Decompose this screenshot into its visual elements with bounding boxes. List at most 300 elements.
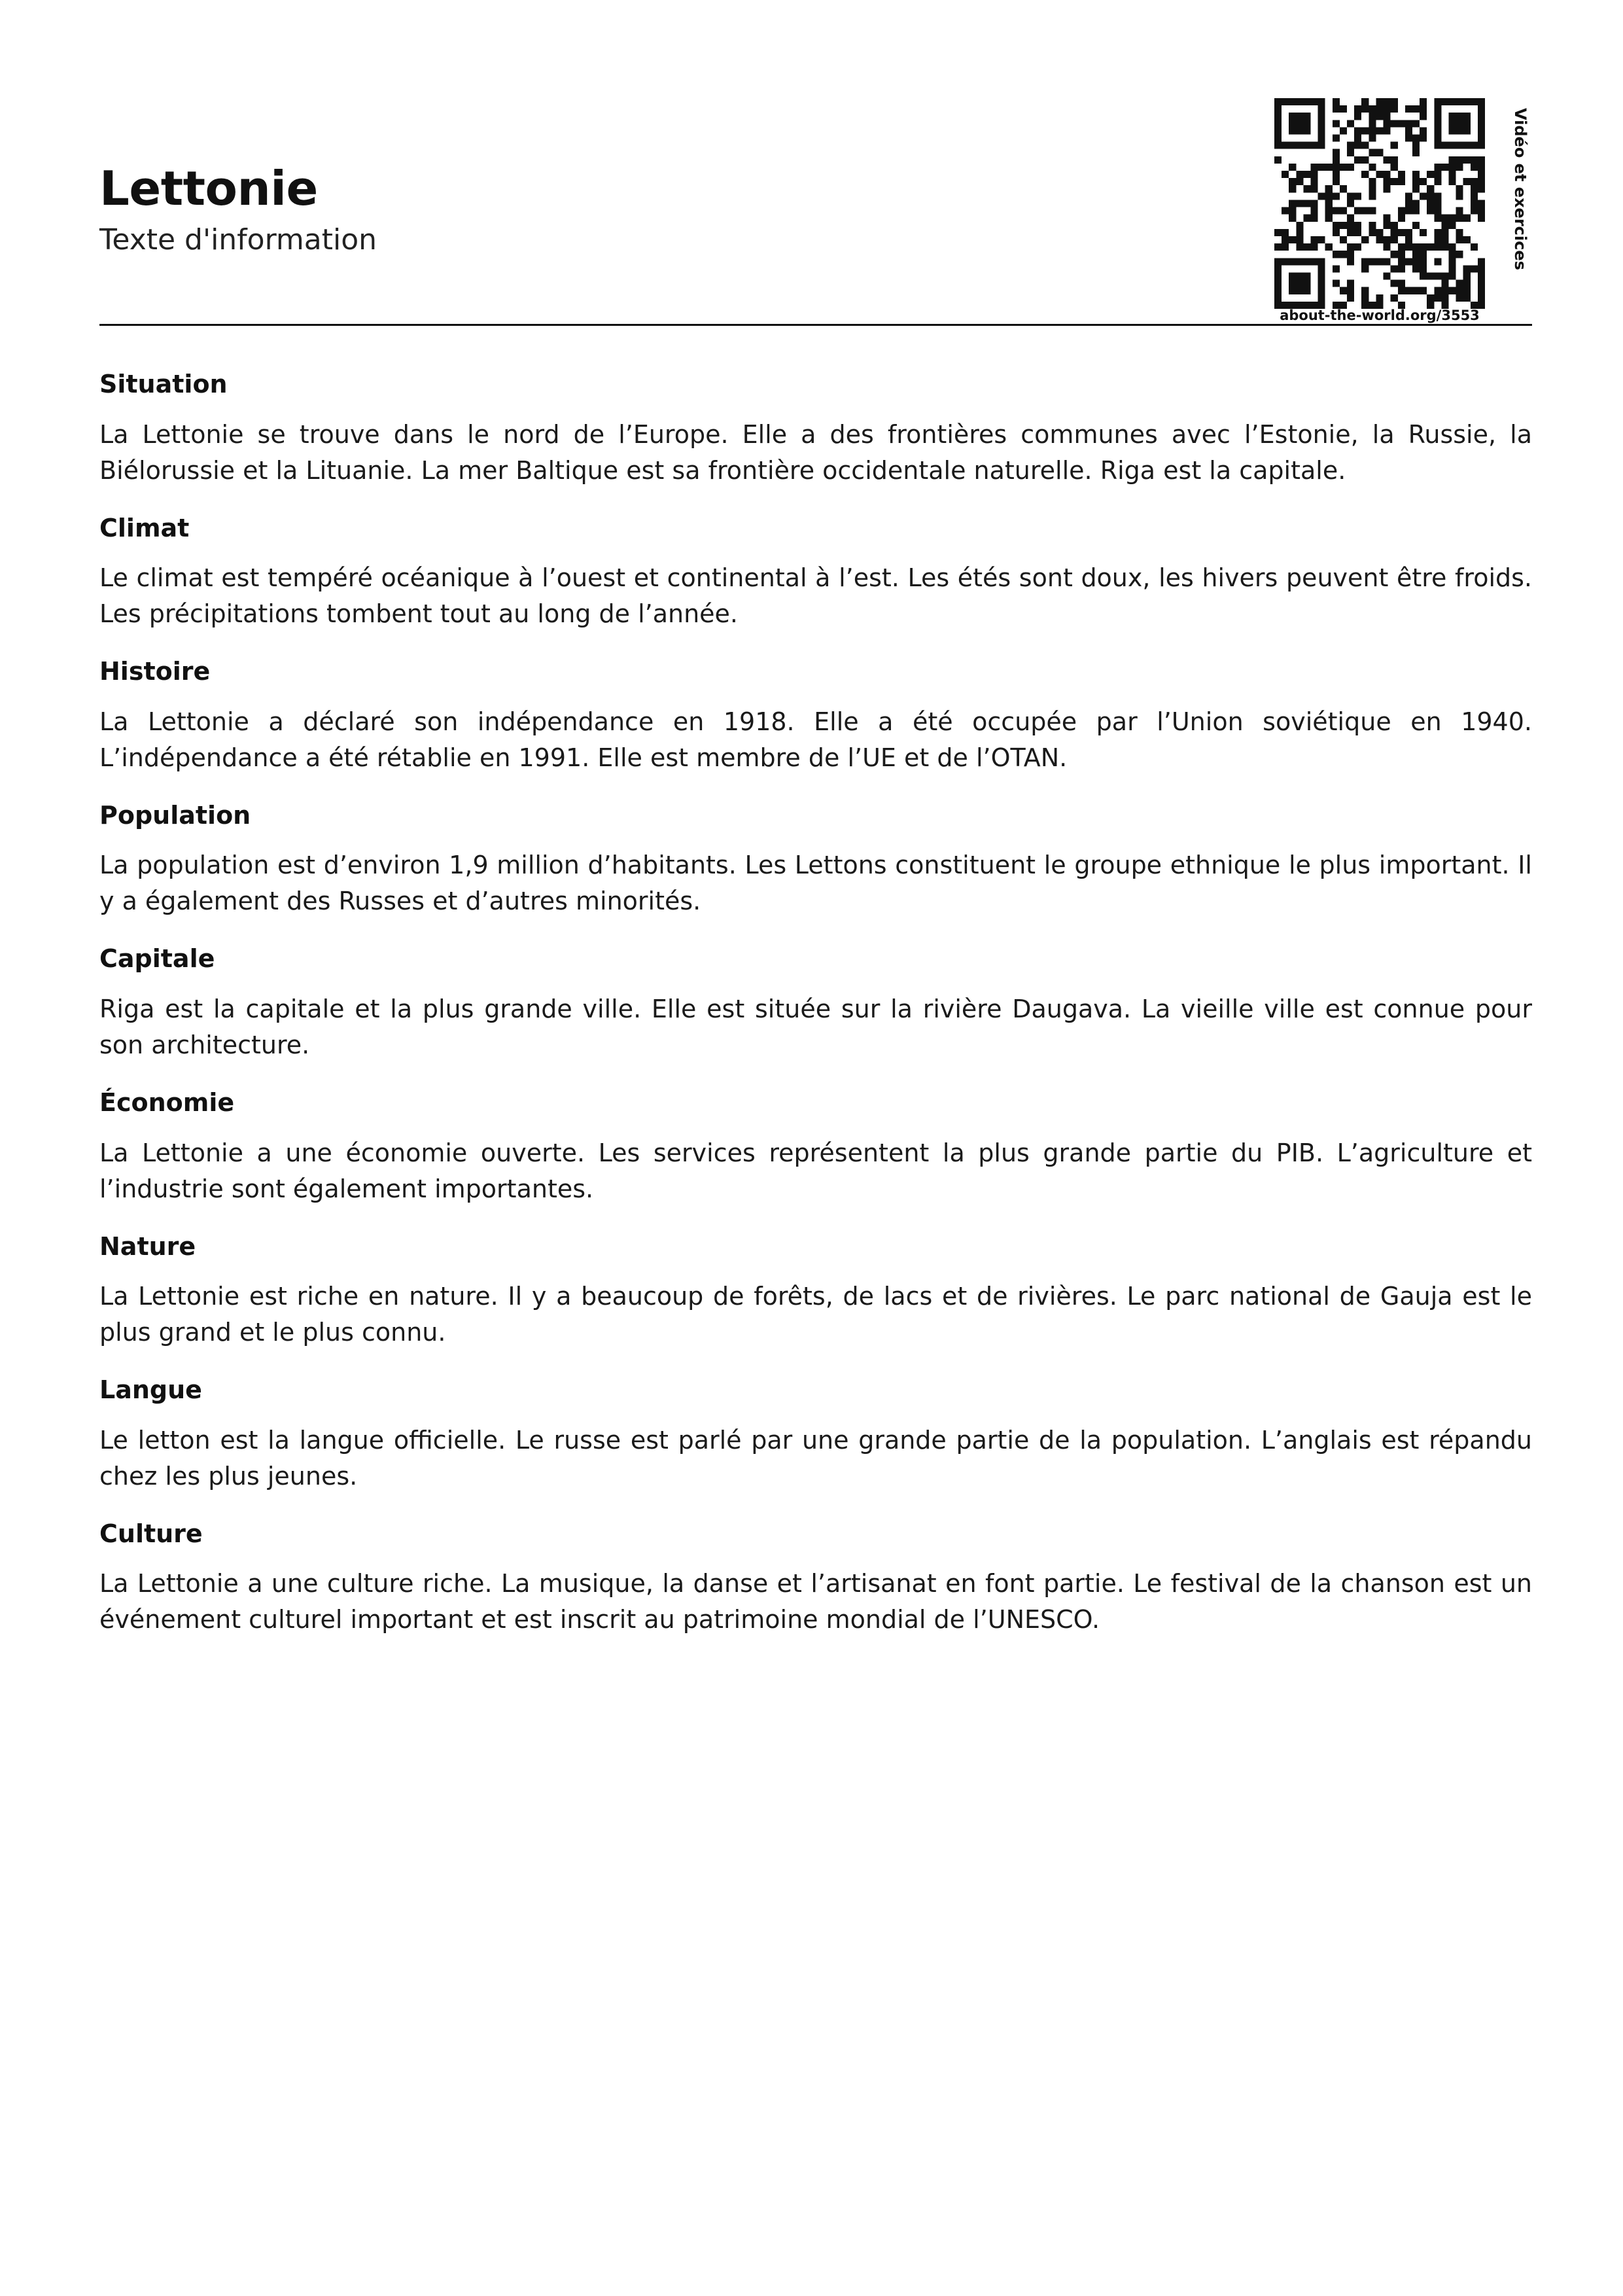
- qr-module: [1434, 272, 1441, 279]
- qr-module: [1289, 127, 1296, 134]
- qr-module: [1296, 200, 1303, 207]
- qr-module: [1448, 222, 1456, 229]
- qr-module: [1441, 142, 1448, 149]
- qr-module: [1384, 178, 1391, 185]
- section-heading-climat: Climat: [99, 513, 190, 542]
- qr-module: [1369, 178, 1376, 185]
- qr-url-label[interactable]: about-the-world.org/3553: [1280, 308, 1480, 323]
- qr-module: [1420, 135, 1427, 142]
- qr-module: [1311, 258, 1318, 265]
- qr-module: [1361, 207, 1369, 215]
- qr-module: [1398, 171, 1405, 178]
- qr-module: [1369, 149, 1376, 156]
- qr-module: [1448, 156, 1456, 164]
- qr-module: [1333, 280, 1340, 287]
- qr-module: [1398, 207, 1405, 215]
- qr-module: [1289, 185, 1296, 192]
- section-text-economie: La Lettonie a une économie ouverte. Les services représentent la plus grande partie du PIB. L’agriculture et l’industrie sont également importantes.: [99, 1138, 1532, 1203]
- qr-module: [1274, 294, 1282, 302]
- qr-module: [1391, 105, 1398, 113]
- qr-module: [1391, 222, 1398, 229]
- qr-module: [1340, 222, 1347, 229]
- qr-module: [1333, 265, 1340, 272]
- qr-module: [1427, 294, 1434, 302]
- section-heading-situation: Situation: [99, 370, 228, 398]
- qr-module: [1478, 164, 1485, 171]
- qr-module: [1354, 222, 1361, 229]
- qr-module: [1289, 272, 1296, 279]
- qr-module: [1282, 258, 1289, 265]
- qr-module: [1463, 98, 1471, 105]
- qr-module: [1427, 185, 1434, 192]
- qr-module: [1303, 200, 1310, 207]
- section-heading-capitale: Capitale: [99, 944, 215, 974]
- qr-module: [1391, 280, 1398, 287]
- qr-module: [1354, 135, 1361, 142]
- page-title: Lettonie: [99, 161, 318, 216]
- qr-module: [1289, 207, 1296, 215]
- qr-module: [1274, 280, 1282, 287]
- qr-module: [1369, 222, 1376, 229]
- qr-module: [1434, 258, 1441, 265]
- qr-module: [1420, 192, 1427, 200]
- qr-module: [1282, 236, 1289, 243]
- qr-module: [1434, 105, 1441, 113]
- qr-module: [1463, 280, 1471, 287]
- qr-module: [1427, 272, 1434, 279]
- qr-module: [1478, 142, 1485, 149]
- qr-module: [1463, 156, 1471, 164]
- qr-module: [1420, 272, 1427, 279]
- section-text-nature: La Lettonie est riche en nature. Il y a beaucoup de forêts, de lacs et de rivières. Le parc national de Gauja est le plus grand et le plus connu.: [99, 1282, 1532, 1347]
- qr-module: [1420, 287, 1427, 294]
- qr-module: [1427, 200, 1434, 207]
- qr-module: [1391, 98, 1398, 105]
- qr-module: [1282, 98, 1289, 105]
- qr-module: [1376, 98, 1383, 105]
- qr-module: [1354, 243, 1361, 251]
- qr-module: [1420, 251, 1427, 258]
- qr-module: [1303, 280, 1310, 287]
- qr-module: [1384, 272, 1391, 279]
- qr-module: [1318, 127, 1325, 134]
- qr-module: [1318, 120, 1325, 127]
- qr-module: [1296, 272, 1303, 279]
- qr-module: [1325, 215, 1333, 222]
- qr-module: [1325, 207, 1333, 215]
- section-heading-histoire: Histoire: [99, 657, 211, 686]
- qr-module: [1384, 156, 1391, 164]
- qr-module: [1471, 243, 1478, 251]
- qr-module: [1405, 229, 1412, 236]
- qr-module: [1311, 200, 1318, 207]
- qr-module: [1274, 135, 1282, 142]
- qr-module: [1318, 272, 1325, 279]
- qr-module: [1340, 127, 1347, 134]
- qr-module: [1303, 258, 1310, 265]
- qr-module: [1282, 243, 1289, 251]
- qr-module: [1391, 164, 1398, 171]
- qr-module: [1456, 229, 1463, 236]
- qr-module: [1318, 135, 1325, 142]
- qr-module: [1289, 200, 1296, 207]
- qr-module: [1289, 120, 1296, 127]
- qr-module: [1384, 120, 1391, 127]
- qr-module: [1296, 258, 1303, 265]
- qr-module: [1361, 236, 1369, 243]
- qr-module: [1471, 178, 1478, 185]
- section-heading-culture: Culture: [99, 1519, 203, 1548]
- qr-module: [1398, 265, 1405, 272]
- qr-module: [1448, 265, 1456, 272]
- qr-module: [1463, 287, 1471, 294]
- qr-module: [1311, 164, 1318, 171]
- qr-module: [1274, 265, 1282, 272]
- qr-module: [1274, 287, 1282, 294]
- qr-module: [1448, 215, 1456, 222]
- qr-module: [1384, 258, 1391, 265]
- qr-module: [1274, 258, 1282, 265]
- qr-module: [1333, 207, 1340, 215]
- qr-module: [1340, 236, 1347, 243]
- qr-module: [1274, 142, 1282, 149]
- qr-module: [1376, 229, 1383, 236]
- section-text-capitale: Riga est la capitale et la plus grande ville. Elle est située sur la rivière Daugava. La vieille ville est connue pour son architecture.: [99, 994, 1532, 1059]
- qr-module: [1478, 272, 1485, 279]
- qr-module: [1274, 243, 1282, 251]
- qr-module: [1441, 229, 1448, 236]
- qr-module: [1391, 236, 1398, 243]
- qr-module: [1333, 222, 1340, 229]
- qr-module: [1448, 251, 1456, 258]
- section-heading-langue: Langue: [99, 1375, 202, 1405]
- qr-module: [1340, 164, 1347, 171]
- qr-module: [1427, 192, 1434, 200]
- qr-module: [1354, 192, 1361, 200]
- qr-module: [1340, 207, 1347, 215]
- qr-module: [1318, 98, 1325, 105]
- qr-module: [1471, 164, 1478, 171]
- qr-module: [1405, 120, 1412, 127]
- qr-module: [1296, 142, 1303, 149]
- qr-module: [1333, 135, 1340, 142]
- qr-module: [1412, 243, 1420, 251]
- qr-module: [1412, 265, 1420, 272]
- qr-module: [1347, 229, 1354, 236]
- qr-module: [1441, 287, 1448, 294]
- qr-module: [1405, 135, 1412, 142]
- qr-module: [1420, 243, 1427, 251]
- qr-module: [1471, 265, 1478, 272]
- qr-module: [1420, 98, 1427, 105]
- qr-module: [1405, 105, 1412, 113]
- qr-module: [1282, 142, 1289, 149]
- qr-module: [1434, 127, 1441, 134]
- qr-module: [1398, 120, 1405, 127]
- qr-module: [1441, 272, 1448, 279]
- qr-module: [1340, 287, 1347, 294]
- qr-module: [1303, 113, 1310, 120]
- qr-module: [1456, 185, 1463, 192]
- qr-module: [1361, 265, 1369, 272]
- qr-module: [1289, 287, 1296, 294]
- qr-module: [1405, 287, 1412, 294]
- qr-module: [1441, 236, 1448, 243]
- qr-module: [1456, 251, 1463, 258]
- qr-module: [1384, 185, 1391, 192]
- qr-module: [1478, 98, 1485, 105]
- qr-module: [1318, 142, 1325, 149]
- qr-module: [1434, 98, 1441, 105]
- qr-module: [1434, 164, 1441, 171]
- qr-module: [1361, 287, 1369, 294]
- qr-module: [1405, 192, 1412, 200]
- qr-module: [1412, 222, 1420, 229]
- qr-module: [1441, 280, 1448, 287]
- qr-module: [1463, 215, 1471, 222]
- qr-module: [1398, 251, 1405, 258]
- qr-module: [1274, 98, 1282, 105]
- qr-module: [1376, 236, 1383, 243]
- section-text-culture: La Lettonie a une culture riche. La musique, la danse et l’artisanat en font partie. Le festival de la chanson est un événement culturel important et est inscrit au patrimoine mondial de l’UNESCO.: [99, 1569, 1532, 1634]
- qr-module: [1347, 222, 1354, 229]
- qr-module: [1289, 142, 1296, 149]
- qr-module: [1434, 207, 1441, 215]
- section-heading-economie: Économie: [99, 1087, 235, 1117]
- qr-module: [1391, 120, 1398, 127]
- qr-module: [1448, 243, 1456, 251]
- qr-module: [1448, 127, 1456, 134]
- qr-module: [1412, 142, 1420, 149]
- qr-module: [1478, 127, 1485, 134]
- qr-module: [1318, 105, 1325, 113]
- qr-module: [1318, 280, 1325, 287]
- qr-module: [1456, 236, 1463, 243]
- qr-module: [1391, 294, 1398, 302]
- qr-module: [1420, 105, 1427, 113]
- qr-module: [1311, 185, 1318, 192]
- qr-module: [1463, 113, 1471, 120]
- qr-module: [1412, 149, 1420, 156]
- qr-module: [1384, 105, 1391, 113]
- qr-module: [1463, 178, 1471, 185]
- qr-module: [1412, 251, 1420, 258]
- qr-module: [1311, 207, 1318, 215]
- qr-module: [1398, 280, 1405, 287]
- qr-module: [1456, 280, 1463, 287]
- qr-module: [1274, 105, 1282, 113]
- qr-module: [1434, 120, 1441, 127]
- qr-module: [1340, 185, 1347, 192]
- qr-module: [1384, 215, 1391, 222]
- qr-module: [1456, 287, 1463, 294]
- qr-module: [1282, 229, 1289, 236]
- qr-module: [1434, 215, 1441, 222]
- qr-module: [1420, 127, 1427, 134]
- qr-module: [1405, 236, 1412, 243]
- qr-module: [1347, 192, 1354, 200]
- qr-module: [1478, 156, 1485, 164]
- qr-module: [1296, 280, 1303, 287]
- qr-module: [1471, 142, 1478, 149]
- qr-module: [1274, 127, 1282, 134]
- qr-module: [1391, 251, 1398, 258]
- qr-module: [1282, 207, 1289, 215]
- qr-module: [1318, 294, 1325, 302]
- qr-module: [1347, 251, 1354, 258]
- qr-module: [1427, 243, 1434, 251]
- qr-module: [1296, 120, 1303, 127]
- qr-module: [1376, 171, 1383, 178]
- qr-module: [1456, 164, 1463, 171]
- qr-module: [1369, 207, 1376, 215]
- qr-module: [1478, 258, 1485, 265]
- qr-module: [1434, 287, 1441, 294]
- qr-module: [1296, 113, 1303, 120]
- qr-module: [1354, 113, 1361, 120]
- qr-module: [1478, 171, 1485, 178]
- qr-module: [1296, 243, 1303, 251]
- page-subtitle: Texte d'information: [99, 223, 377, 256]
- qr-module: [1478, 120, 1485, 127]
- qr-module: [1441, 98, 1448, 105]
- qr-module: [1376, 294, 1383, 302]
- qr-module: [1391, 178, 1398, 185]
- qr-module: [1434, 135, 1441, 142]
- qr-module: [1448, 287, 1456, 294]
- qr-module: [1434, 229, 1441, 236]
- qr-module: [1463, 142, 1471, 149]
- qr-module: [1456, 127, 1463, 134]
- qr-module: [1361, 142, 1369, 149]
- qr-module: [1347, 287, 1354, 294]
- qr-module: [1478, 287, 1485, 294]
- qr-module: [1289, 215, 1296, 222]
- qr-module: [1311, 236, 1318, 243]
- qr-module: [1456, 215, 1463, 222]
- qr-module: [1456, 142, 1463, 149]
- qr-module: [1463, 120, 1471, 127]
- qr-code-icon: [1274, 98, 1485, 309]
- qr-module: [1325, 185, 1333, 192]
- qr-module: [1478, 178, 1485, 185]
- qr-module: [1412, 207, 1420, 215]
- qr-module: [1448, 178, 1456, 185]
- qr-code-block[interactable]: [1274, 98, 1490, 324]
- qr-module: [1347, 142, 1354, 149]
- qr-module: [1274, 113, 1282, 120]
- qr-module: [1369, 135, 1376, 142]
- qr-module: [1463, 265, 1471, 272]
- qr-module: [1471, 98, 1478, 105]
- qr-module: [1318, 287, 1325, 294]
- qr-module: [1384, 236, 1391, 243]
- qr-module: [1391, 142, 1398, 149]
- qr-module: [1405, 127, 1412, 134]
- qr-module: [1289, 98, 1296, 105]
- qr-module: [1384, 222, 1391, 229]
- qr-module: [1333, 105, 1340, 113]
- qr-module: [1441, 215, 1448, 222]
- qr-module: [1318, 265, 1325, 272]
- qr-module: [1448, 171, 1456, 178]
- qr-module: [1448, 98, 1456, 105]
- qr-module: [1376, 258, 1383, 265]
- qr-module: [1311, 171, 1318, 178]
- qr-module: [1405, 200, 1412, 207]
- qr-module: [1478, 265, 1485, 272]
- qr-module: [1412, 135, 1420, 142]
- qr-module: [1478, 200, 1485, 207]
- qr-module: [1463, 272, 1471, 279]
- qr-module: [1296, 287, 1303, 294]
- qr-module: [1303, 127, 1310, 134]
- qr-module: [1296, 229, 1303, 236]
- qr-module: [1333, 171, 1340, 178]
- qr-module: [1369, 229, 1376, 236]
- qr-module: [1274, 120, 1282, 127]
- qr-module: [1369, 113, 1376, 120]
- qr-module: [1325, 200, 1333, 207]
- qr-module: [1398, 229, 1405, 236]
- qr-module: [1478, 294, 1485, 302]
- qr-module: [1412, 120, 1420, 127]
- section-text-langue: Le letton est la langue officielle. Le russe est parlé par une grande partie de la population. L’anglais est répandu chez les plus jeunes.: [99, 1425, 1532, 1491]
- qr-module: [1478, 185, 1485, 192]
- section-heading-population: Population: [99, 800, 251, 830]
- qr-module: [1361, 98, 1369, 105]
- qr-module: [1434, 192, 1441, 200]
- document-body: [99, 370, 1532, 1663]
- qr-module: [1456, 156, 1463, 164]
- qr-module: [1369, 192, 1376, 200]
- qr-module: [1434, 113, 1441, 120]
- qr-module: [1448, 272, 1456, 279]
- qr-module: [1463, 127, 1471, 134]
- qr-module: [1391, 229, 1398, 236]
- qr-module: [1398, 215, 1405, 222]
- qr-module: [1427, 171, 1434, 178]
- qr-module: [1318, 236, 1325, 243]
- qr-module: [1311, 142, 1318, 149]
- qr-module: [1456, 98, 1463, 105]
- qr-module: [1376, 149, 1383, 156]
- qr-module: [1384, 171, 1391, 178]
- qr-module: [1361, 127, 1369, 134]
- qr-module: [1434, 294, 1441, 302]
- qr-module: [1398, 287, 1405, 294]
- qr-module: [1274, 272, 1282, 279]
- section-heading-nature: Nature: [99, 1231, 196, 1261]
- qr-module: [1441, 243, 1448, 251]
- qr-module: [1296, 171, 1303, 178]
- qr-module: [1369, 185, 1376, 192]
- qr-module: [1471, 192, 1478, 200]
- qr-module: [1289, 236, 1296, 243]
- qr-module: [1412, 287, 1420, 294]
- qr-module: [1478, 113, 1485, 120]
- qr-module: [1333, 120, 1340, 127]
- qr-module: [1347, 243, 1354, 251]
- qr-module: [1296, 127, 1303, 134]
- qr-module: [1434, 243, 1441, 251]
- qr-module: [1347, 120, 1354, 127]
- qr-module: [1296, 98, 1303, 105]
- qr-module: [1391, 265, 1398, 272]
- qr-module: [1369, 120, 1376, 127]
- qr-module: [1311, 178, 1318, 185]
- qr-module: [1333, 178, 1340, 185]
